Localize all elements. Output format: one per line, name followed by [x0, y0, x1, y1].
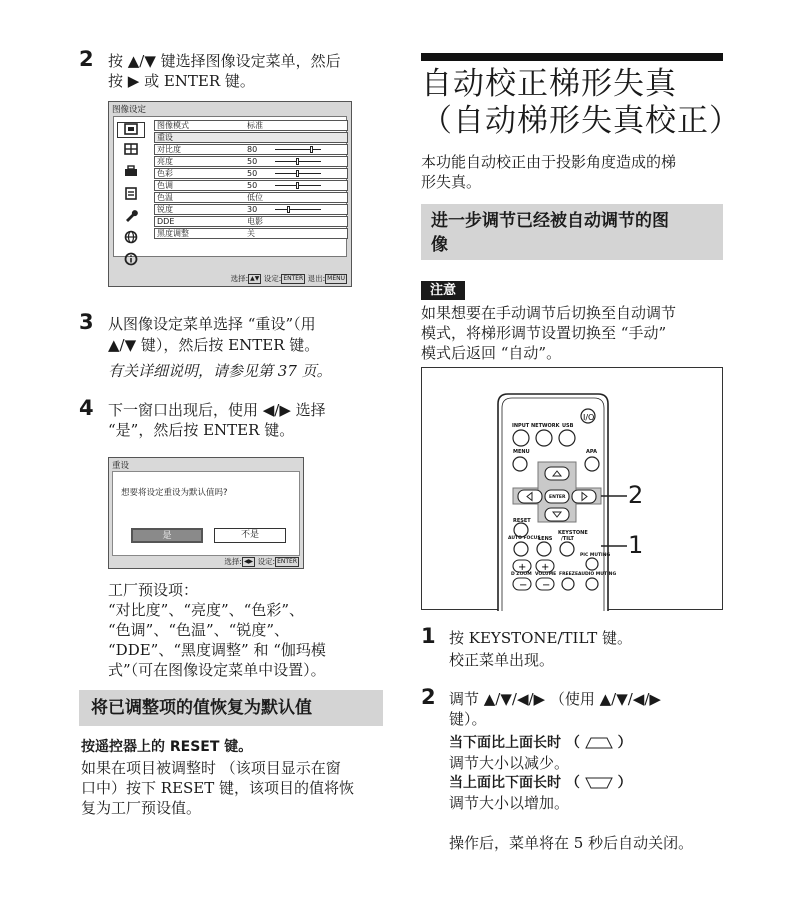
footer-enter-key: ENTER [277, 558, 297, 565]
right-step-2-line1: 调节 ▲/▼/◀/▶ （使用 ▲/▼/◀/▶ [449, 690, 661, 708]
dialog-question: 想要将设定重设为默认值吗? [121, 488, 228, 498]
step-2-line2: 按 ▶ 或 ENTER 键。 [108, 72, 255, 90]
remote-illustration [421, 367, 723, 610]
dialog-footer [224, 556, 299, 567]
remote-label-d-zoom: D ZOOM [511, 572, 532, 577]
row-label: 色调 [157, 181, 173, 190]
top-longer-text: 当上面比下面长时 （ [449, 775, 580, 791]
right-step-2-number: 2 [421, 685, 436, 709]
slider-knob[interactable] [310, 146, 313, 153]
step-4-number: 4 [79, 396, 94, 420]
further-adjust-line2: 像 [431, 235, 448, 255]
svg-text:−: − [519, 580, 528, 591]
trapezoid-wide-bottom-icon [585, 736, 613, 750]
step-2-number: 2 [79, 47, 94, 71]
row-label: DDE [157, 217, 175, 226]
intro-paragraph [421, 152, 723, 192]
step-2-line1: 按 ▲/▼ 键选择图像设定菜单，然后 [108, 52, 341, 70]
factory-line3: “色调”、“色温”、“锐度”、 [108, 621, 290, 639]
step-3-line2: ▲/▼ 键），然后按 ENTER 键。 [108, 336, 320, 354]
further-adjust-line1: 进一步调节已经被自动调节的图 [431, 211, 669, 231]
row-value: 50 [247, 181, 258, 190]
menu-row-hue[interactable] [154, 180, 348, 191]
menu-footer [231, 273, 347, 284]
page-title-line1: 自动校正梯形失真 [421, 66, 677, 102]
svg-text:−: − [542, 580, 551, 591]
reset-subhead: 按遥控器上的 RESET 键。 [81, 739, 253, 755]
page-title [421, 66, 741, 140]
right-step-1-text [449, 628, 724, 670]
remote-label-volume: VOLUME [535, 572, 557, 577]
note-paragraph [421, 303, 723, 363]
intro-line2: 形失真。 [421, 173, 482, 191]
step-3-page-ref: 有关详细说明，请参见第 37 页。 [108, 362, 332, 380]
increase-size-text: 调节大小以增加。 [449, 794, 570, 812]
row-value: 30 [247, 205, 258, 214]
row-label: 对比度 [157, 145, 181, 154]
note-badge: 注意 [421, 281, 465, 300]
row-label: 色温 [157, 193, 173, 202]
right-step-1-line2: 校正菜单出现。 [449, 651, 555, 669]
bottom-longer-text: 当下面比上面长时 （ [449, 735, 580, 751]
menu-icon[interactable] [117, 187, 145, 203]
top-longer-close: ） [617, 775, 632, 791]
dialog-body [112, 471, 300, 556]
note-line3: 模式后返回 “自动”。 [421, 344, 562, 362]
reset-paragraph [81, 758, 391, 818]
svg-text:I/O: I/O [583, 413, 595, 422]
note-line1: 如果想要在手动调节后切换至自动调节 [421, 304, 677, 322]
row-value: 80 [247, 145, 258, 154]
svg-text:+: + [541, 562, 550, 573]
remote-label-menu: MENU [513, 449, 530, 455]
top-longer-heading [449, 773, 724, 793]
leftright-key-icon: ◀▶ [243, 558, 254, 565]
remote-label-input: INPUT [512, 423, 530, 429]
row-label: 黑度调整 [157, 229, 189, 238]
remote-label-audio-muting: AUDIO MUTING [578, 572, 617, 577]
factory-line4: “DDE”、“黑度调整” 和 “伽玛模 [108, 641, 326, 659]
reset-dialog [108, 457, 304, 569]
note-line2: 模式，将梯形调节设置切换至 “手动” [421, 324, 667, 342]
footer-menu-key: MENU [327, 275, 345, 282]
slider-knob[interactable] [287, 206, 290, 213]
slider-track [275, 209, 321, 210]
remote-label-usb: USB [562, 423, 574, 429]
factory-presets [108, 580, 398, 680]
row-label: 重设 [157, 133, 173, 142]
no-button[interactable]: 不是 [214, 528, 286, 543]
row-value: 50 [247, 169, 258, 178]
step-4-line1: 下一窗口出现后，使用 ◀/▶ 选择 [108, 401, 326, 419]
row-value: 低位 [247, 193, 263, 202]
slider-knob[interactable] [296, 158, 299, 165]
intro-line1: 本功能自动校正由于投影角度造成的梯 [421, 153, 677, 171]
step-4-line2: “是”，然后按 ENTER 键。 [108, 421, 295, 439]
page-title-line2: （自动梯形失真校正） [421, 103, 741, 139]
updown-key-icon: ▲▼ [250, 275, 260, 282]
step-3-number: 3 [79, 310, 94, 334]
remote-label-pic-muting: PIC MUTING [580, 553, 611, 558]
footer-enter-key: ENTER [283, 275, 304, 282]
wrench-icon[interactable] [117, 209, 145, 225]
footer-select-label: 选择: [230, 274, 249, 283]
factory-line1: 工厂预设项： [108, 581, 199, 599]
bottom-longer-heading [449, 733, 724, 753]
footer-exit-label: 退出: [307, 274, 326, 283]
globe-icon[interactable] [117, 230, 145, 246]
menu-row-color[interactable] [154, 168, 348, 179]
step-4-text [108, 400, 398, 440]
decrease-size-text: 调节大小以减少。 [449, 754, 570, 772]
step-3-text [108, 314, 398, 381]
row-label: 色彩 [157, 169, 173, 178]
reset-para-line3: 复为工厂预设值。 [81, 799, 202, 817]
step-2-text [108, 51, 398, 91]
remote-enter-button[interactable]: ENTER [549, 495, 566, 500]
menu-body [113, 116, 347, 257]
slider-knob[interactable] [296, 170, 299, 177]
menu-row-brightness[interactable] [154, 156, 348, 167]
trapezoid-wide-top-icon [585, 776, 613, 790]
title-rule [421, 53, 723, 61]
auto-close-text: 操作后，菜单将在 5 秒后自动关闭。 [449, 834, 694, 852]
right-step-1-line1: 按 KEYSTONE/TILT 键。 [449, 629, 632, 647]
remote-label-apa: APA [586, 449, 597, 455]
menu-row-picture-mode[interactable] [154, 120, 348, 131]
yes-button[interactable]: 是 [131, 528, 203, 543]
row-label: 图像模式 [157, 121, 189, 130]
setup-icon[interactable] [117, 165, 145, 181]
menu-row-sharpness[interactable] [154, 204, 348, 215]
remote-label-keystone: KEYSTONE [558, 530, 588, 536]
row-value: 标准 [247, 121, 263, 130]
right-step-2-line2: 键）。 [449, 710, 487, 728]
row-value: 50 [247, 157, 258, 166]
picture-icon[interactable] [117, 122, 145, 138]
remote-label-network: NETWORK [531, 423, 560, 429]
right-step-2-text [449, 689, 724, 853]
further-adjust-heading [421, 204, 723, 260]
row-label: 亮度 [157, 157, 173, 166]
row-value: 关 [247, 229, 255, 238]
slider-track [275, 149, 321, 150]
footer-set-label: 设定: [263, 274, 282, 283]
menu-row-black-adjust[interactable] [154, 228, 348, 239]
footer-select-label: 选择: [224, 557, 242, 566]
reset-para-line1: 如果在项目被调整时 （该项目显示在窗 [81, 759, 341, 777]
restore-defaults-heading [79, 690, 383, 726]
footer-set-label: 设定: [257, 557, 276, 566]
bottom-longer-close: ） [617, 735, 632, 751]
menu-icon-column [114, 117, 150, 258]
row-label: 锐度 [157, 205, 173, 214]
image-settings-menu [108, 101, 352, 287]
factory-line5: 式”（可在图像设定菜单中设置）。 [108, 661, 326, 679]
reset-para-line2: 口中）按下 RESET 键，该项目的值将恢 [81, 779, 355, 797]
menu-title: 图像设定 [112, 105, 147, 115]
info-icon[interactable] [117, 252, 145, 268]
screen-icon[interactable] [117, 143, 145, 159]
menu-row-contrast[interactable] [154, 144, 348, 155]
row-value: 电影 [247, 217, 263, 226]
dialog-title: 重设 [112, 461, 130, 471]
menu-row-color-temp[interactable] [154, 192, 348, 203]
slider-knob[interactable] [296, 182, 299, 189]
remote-label-auto-focus: AUTO FOCUS [508, 536, 541, 541]
callout-2: 2 [628, 481, 644, 509]
menu-row-dde[interactable] [154, 216, 348, 227]
callout-1: 1 [628, 531, 644, 559]
remote-label-tilt: /TILT [561, 536, 574, 542]
remote-label-lens: LENS [538, 536, 553, 542]
right-step-1-number: 1 [421, 624, 436, 648]
factory-line2: “对比度”、“亮度”、“色彩”、 [108, 601, 305, 619]
remote-label-freeze: FREEZE [559, 572, 579, 577]
step-3-line1: 从图像设定菜单选择 “重设”（用 [108, 315, 316, 333]
restore-defaults-title: 将已调整项的值恢复为默认值 [91, 698, 312, 718]
menu-row-reset[interactable] [154, 132, 348, 143]
svg-text:+: + [518, 562, 527, 573]
remote-label-reset: RESET [513, 518, 531, 524]
